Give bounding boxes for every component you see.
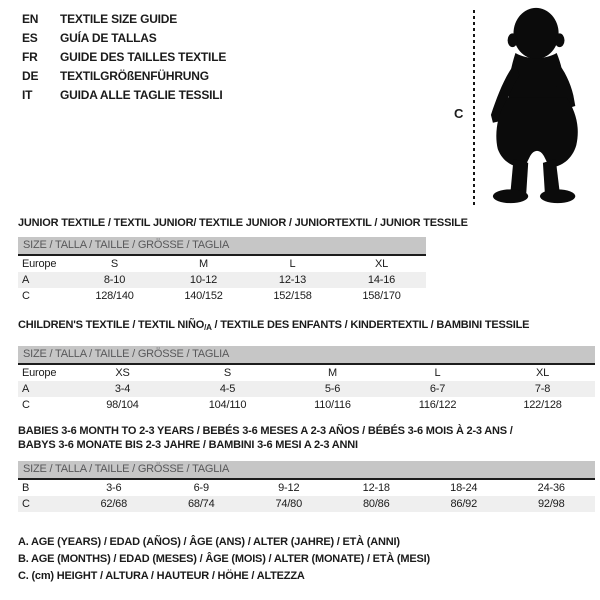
row-label: C — [22, 290, 30, 302]
row-label: Europe — [22, 258, 57, 270]
size-cell: L — [289, 258, 296, 270]
lang-code: ES — [22, 31, 38, 45]
size-cell: 86/92 — [450, 498, 478, 510]
children-title-post: / TEXTILE DES ENFANTS / KINDERTEXTIL / BAMBINI TESSILE — [211, 319, 530, 331]
lang-title: TEXTILGRÖßENFÜHRUNG — [60, 69, 209, 83]
table-row — [18, 496, 595, 512]
row-label: B — [22, 482, 30, 494]
size-cell: 110/116 — [314, 399, 351, 411]
size-cell: L — [434, 367, 441, 379]
children-size-bar: SIZE / TALLA / TAILLE / GRÖSSE / TAGLIA — [18, 346, 595, 365]
size-cell: M — [328, 367, 337, 379]
lang-row-es — [22, 29, 226, 48]
table-row — [18, 288, 426, 304]
size-cell: 122/128 — [523, 399, 562, 411]
height-dotted-line — [473, 10, 475, 206]
lang-title: GUÍA DE TALLAS — [60, 31, 157, 45]
size-cell: 5-6 — [324, 383, 341, 395]
junior-size-table — [18, 237, 426, 304]
size-cell: 8-10 — [103, 274, 126, 286]
size-cell: 128/140 — [95, 290, 134, 302]
row-label: A — [22, 274, 30, 286]
babies-title-line2: BABYS 3-6 MONATE BIS 2-3 JAHRE / BAMBINI 3-6 MESI A 2-3 ANNI — [18, 438, 358, 451]
children-size-table — [18, 346, 595, 413]
lang-row-fr — [22, 48, 226, 67]
size-cell: 80/86 — [362, 498, 390, 510]
table-row — [18, 365, 595, 381]
size-cell: 4-5 — [219, 383, 236, 395]
lang-row-de — [22, 67, 226, 86]
size-cell: 158/170 — [362, 290, 401, 302]
table-row — [18, 397, 595, 413]
language-title-list — [22, 10, 226, 105]
lang-code: IT — [22, 88, 33, 102]
size-cell: 74/80 — [275, 498, 303, 510]
lang-title: TEXTILE SIZE GUIDE — [60, 12, 178, 26]
size-cell: 6-9 — [193, 482, 209, 494]
size-cell: S — [110, 258, 119, 270]
row-label: A — [22, 383, 30, 395]
size-cell: 6-7 — [429, 383, 446, 395]
table-row — [18, 272, 426, 288]
row-label: C — [22, 399, 30, 411]
babies-size-bar: SIZE / TALLA / TAILLE / GRÖSSE / TAGLIA — [18, 461, 595, 480]
table-row — [18, 256, 426, 272]
junior-section-title: JUNIOR TEXTILE / TEXTIL JUNIOR/ TEXTILE JUNIOR / JUNIORTEXTIL / JUNIOR TESSILE — [18, 217, 468, 229]
size-cell: 68/74 — [187, 498, 215, 510]
size-cell: M — [199, 258, 208, 270]
children-title-subscript: /A — [204, 323, 212, 332]
babies-section-title — [18, 425, 513, 452]
height-measure-label: C — [454, 106, 464, 121]
size-cell: 116/122 — [418, 399, 457, 411]
lang-code: FR — [22, 50, 38, 64]
table-row — [18, 381, 595, 397]
size-cell: XS — [115, 367, 130, 379]
size-cell: 10-12 — [189, 274, 218, 286]
lang-row-it — [22, 86, 226, 105]
children-section-title — [18, 319, 529, 332]
size-cell: 3-4 — [114, 383, 131, 395]
legend-line-c: C. (cm) HEIGHT / ALTURA / HAUTEUR / HÖHE / ALTEZZA — [18, 570, 305, 582]
size-cell: 3-6 — [106, 482, 122, 494]
size-cell: 104/110 — [208, 399, 247, 411]
size-cell: 62/68 — [100, 498, 128, 510]
size-cell: 14-16 — [367, 274, 396, 286]
size-cell: 92/98 — [537, 498, 565, 510]
size-cell: 98/104 — [106, 399, 139, 411]
lang-title: GUIDA ALLE TAGLIE TESSILI — [60, 88, 223, 102]
table-row — [18, 480, 595, 496]
row-label: C — [22, 498, 30, 510]
row-label: Europe — [22, 367, 57, 379]
babies-title-line1: BABIES 3-6 MONTH TO 2-3 YEARS / BEBÉS 3-6 MESES A 2-3 AÑOS / BÉBÉS 3-6 MOIS À 2-3 ANS / — [18, 425, 513, 437]
legend-line-b: B. AGE (MONTHS) / EDAD (MESES) / ÂGE (MOIS) / ALTER (MONATE) / ETÀ (MESI) — [18, 553, 430, 565]
size-cell: 18-24 — [450, 482, 478, 494]
babies-size-table — [18, 461, 595, 512]
size-cell: 140/152 — [184, 290, 223, 302]
junior-size-bar: SIZE / TALLA / TAILLE / GRÖSSE / TAGLIA — [18, 237, 426, 256]
legend-line-a: A. AGE (YEARS) / EDAD (AÑOS) / ÂGE (ANS) / ALTER (JAHRE) / ETÀ (ANNI) — [18, 536, 400, 548]
size-cell: 12-18 — [362, 482, 390, 494]
size-cell: 7-8 — [534, 383, 551, 395]
lang-code: EN — [22, 12, 39, 26]
size-cell: S — [223, 367, 232, 379]
size-cell: XL — [535, 367, 550, 379]
children-title-pre: CHILDREN'S TEXTILE / TEXTIL NIÑO — [18, 319, 205, 331]
size-cell: 9-12 — [278, 482, 300, 494]
size-cell: 24-36 — [537, 482, 565, 494]
lang-row-en — [22, 10, 226, 29]
lang-code: DE — [22, 69, 39, 83]
size-cell: 152/158 — [273, 290, 312, 302]
lang-title: GUIDE DES TAILLES TEXTILE — [60, 50, 227, 64]
size-cell: 12-13 — [278, 274, 307, 286]
measurement-legend — [18, 534, 430, 585]
baby-silhouette-icon — [480, 4, 598, 210]
size-cell: XL — [374, 258, 389, 270]
